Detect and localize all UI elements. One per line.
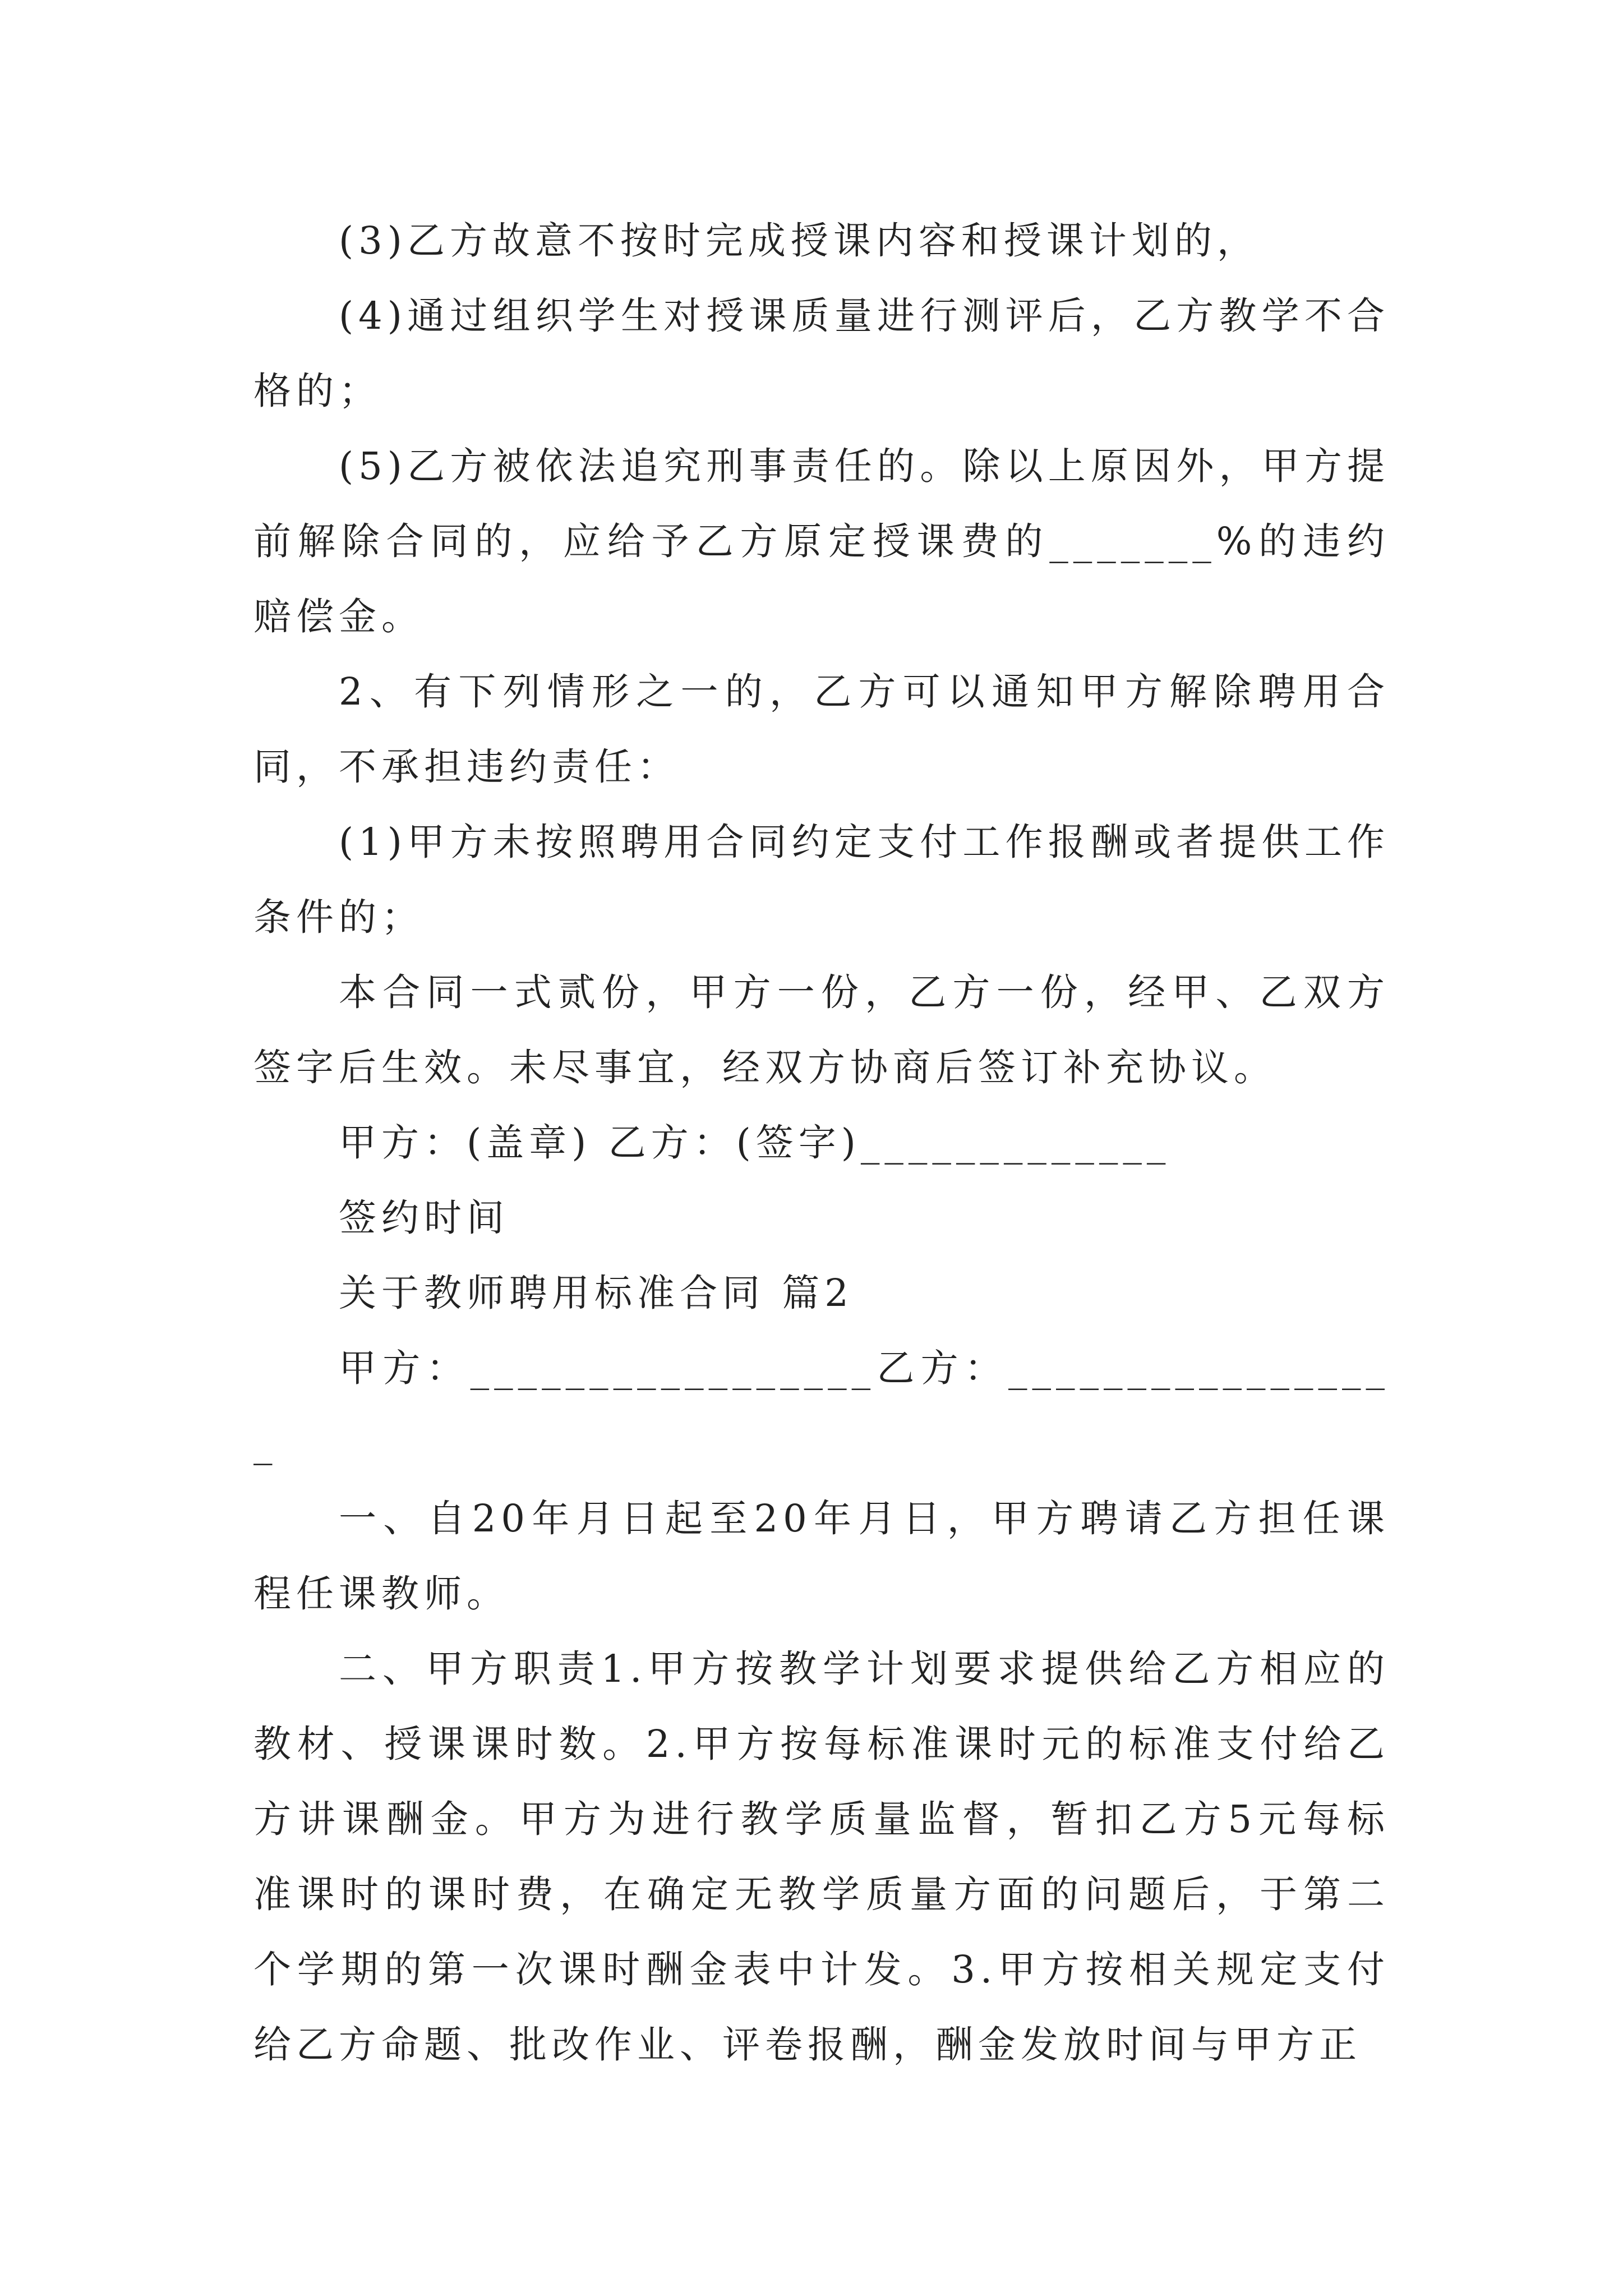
clause-2-1: (1)甲方未按照聘用合同约定支付工作报酬或者提供工作条件的； [253, 820, 1390, 939]
term-clause: 一、自20年月日起至20年月日，甲方聘请乙方担任课程任课教师。 [253, 1497, 1390, 1616]
clause-4: (4)通过组织学生对授课质量进行测评后，乙方教学不合格的； [253, 294, 1390, 413]
signature-line: 甲方：(盖章) 乙方：(签字)_____________ [339, 1121, 1171, 1165]
clause-5: (5)乙方被依法追究刑事责任的。除以上原因外，甲方提前解除合同的，应给予乙方原定授课费的_______%的违约赔偿金。 [253, 444, 1390, 638]
party-a-duties: 二、甲方职责1.甲方按教学计划要求提供给乙方相应的教材、授课课时数。2.甲方按每标准课时元的标准支付给乙方讲课酬金。甲方为进行教学质量监督，暂扣乙方5元每标准课时的课时费，在确定无教学质量方面的问题后，于第二个学期的第一次课时酬金表中计发。3.甲方按相关规定支付给乙方命题、批改作业、评卷报酬，酬金发放时间与甲方正 [253, 1647, 1390, 2067]
clause-3: (3)乙方故意不按时完成授课内容和授课计划的， [339, 219, 1260, 263]
signing-date-label: 签约时间 [339, 1196, 509, 1240]
contract-body [253, 203, 1390, 2082]
copies-clause: 本合同一式贰份，甲方一份，乙方一份，经甲、乙双方签字后生效。未尽事宜，经双方协商后签订补充协议。 [253, 970, 1390, 1089]
parties-line: 甲方：_________________乙方：_________________ [253, 1346, 1390, 1465]
contract-2-title: 关于教师聘用标准合同 篇2 [339, 1271, 854, 1315]
section-2-heading: 2、有下列情形之一的，乙方可以通知甲方解除聘用合同，不承担违约责任： [253, 670, 1390, 789]
